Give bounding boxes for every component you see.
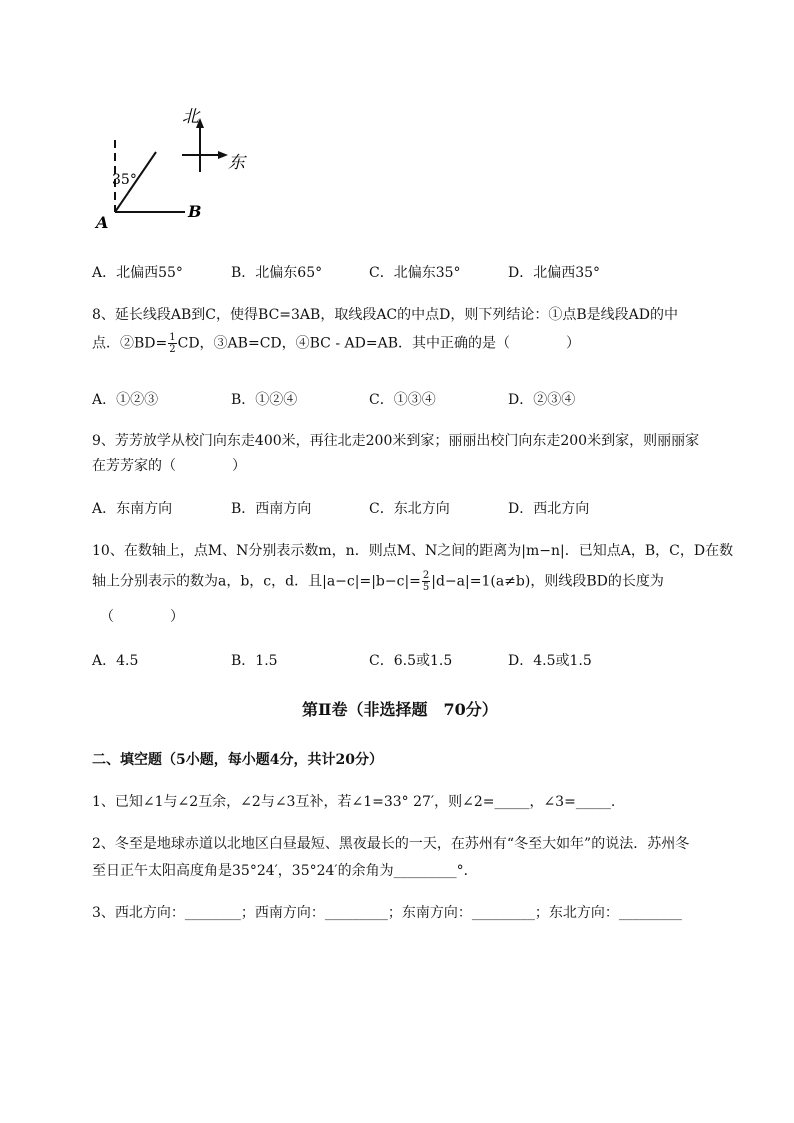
q7-option-d[interactable]: D．北偏西35° [508, 265, 601, 281]
q10-option-d[interactable]: D．4.5或1.5 [508, 653, 592, 669]
q10-line1: 10、在数轴上，点M、N分别表示数m，n．则点M、N之间的距离为|m−n|．已知点A，B，C，D在数 [92, 543, 734, 559]
angle-label: 35° [112, 172, 137, 188]
q9-line2: 在芳芳家的（ ） [92, 458, 246, 474]
q8-line1: 8、延长线段AB到C，使得BC=3AB，取线段AC的中点D，则下列结论：①点B是线段AD的中 [92, 307, 678, 323]
q9-option-c[interactable]: C．东北方向 [369, 501, 450, 517]
q10-line2-mid: |d−a|=1(a≠b) [431, 573, 531, 590]
q10-fraction [422, 570, 430, 593]
north-label: 北 [182, 107, 199, 127]
q10-line2-pre: 轴上分别表示的数为a，b，c，d．且|a−c|=|b−c|= [92, 573, 421, 590]
q10-line2 [92, 570, 664, 593]
fill2-line2: 至日正午太阳高度角是35°24′，35°24′的余角为_________°． [92, 863, 478, 879]
q7-option-b[interactable]: B．北偏东65° [231, 265, 323, 281]
q8-option-a[interactable]: A．①②③ [92, 392, 159, 408]
direction-figure [90, 100, 260, 240]
q8-frac-num: 1 [169, 332, 176, 343]
section2-heading: 二、填空题（5小题，每小题4分，共计20分） [92, 752, 383, 768]
q8-line2-pre: 点．②BD= [92, 335, 168, 352]
q10-option-b[interactable]: B．1.5 [231, 653, 278, 669]
q8-option-d[interactable]: D．②③④ [508, 392, 576, 408]
q8-option-b[interactable]: B．①②④ [231, 392, 298, 408]
q8-fraction [168, 332, 176, 355]
fill3-text: 3、西北方向：________；西南方向：_________；东南方向：_________；东北方向：_________ [92, 905, 682, 921]
q10-option-a[interactable]: A．4.5 [92, 653, 139, 669]
point-a-label: A [96, 213, 109, 232]
fill1-text: 1、已知∠1与∠2互余，∠2与∠3互补，若∠1=33° 27′，则∠2=_____，∠3=_____. [92, 794, 616, 810]
east-label: 东 [228, 153, 245, 173]
q9-option-d[interactable]: D．西北方向 [508, 501, 590, 517]
q8-line2 [92, 332, 580, 355]
q10-option-c[interactable]: C．6.5或1.5 [369, 653, 453, 669]
q7-option-a[interactable]: A．北偏西55° [92, 265, 183, 281]
q10-frac-num: 2 [422, 570, 430, 581]
q10-line2-post: ，则线段BD的长度为 [530, 573, 664, 590]
q9-option-b[interactable]: B．西南方向 [231, 501, 312, 517]
q10-frac-den: 5 [422, 582, 430, 593]
point-b-label: B [188, 202, 202, 221]
q8-option-c[interactable]: C．①③④ [369, 392, 436, 408]
section2-title: 第Ⅱ卷（非选择题 70分） [302, 700, 498, 719]
q7-option-c[interactable]: C．北偏东35° [369, 265, 461, 281]
fill2-line1: 2、冬至是地球赤道以北地区白昼最短、黑夜最长的一天，在苏州有“冬至大如年”的说法．苏州冬 [92, 836, 690, 852]
q8-frac-den: 2 [169, 344, 176, 355]
east-arrowhead [218, 151, 228, 159]
q10-line3: （ ） [100, 609, 184, 625]
q9-line1: 9、芳芳放学从校门向东走400米，再往北走200米到家；丽丽出校门向东走200米到家，则丽丽家 [92, 433, 700, 449]
q9-option-a[interactable]: A．东南方向 [92, 501, 173, 517]
q8-line2-post: CD，③AB=CD，④BC - AD=AB．其中正确的是（ ） [177, 335, 580, 352]
